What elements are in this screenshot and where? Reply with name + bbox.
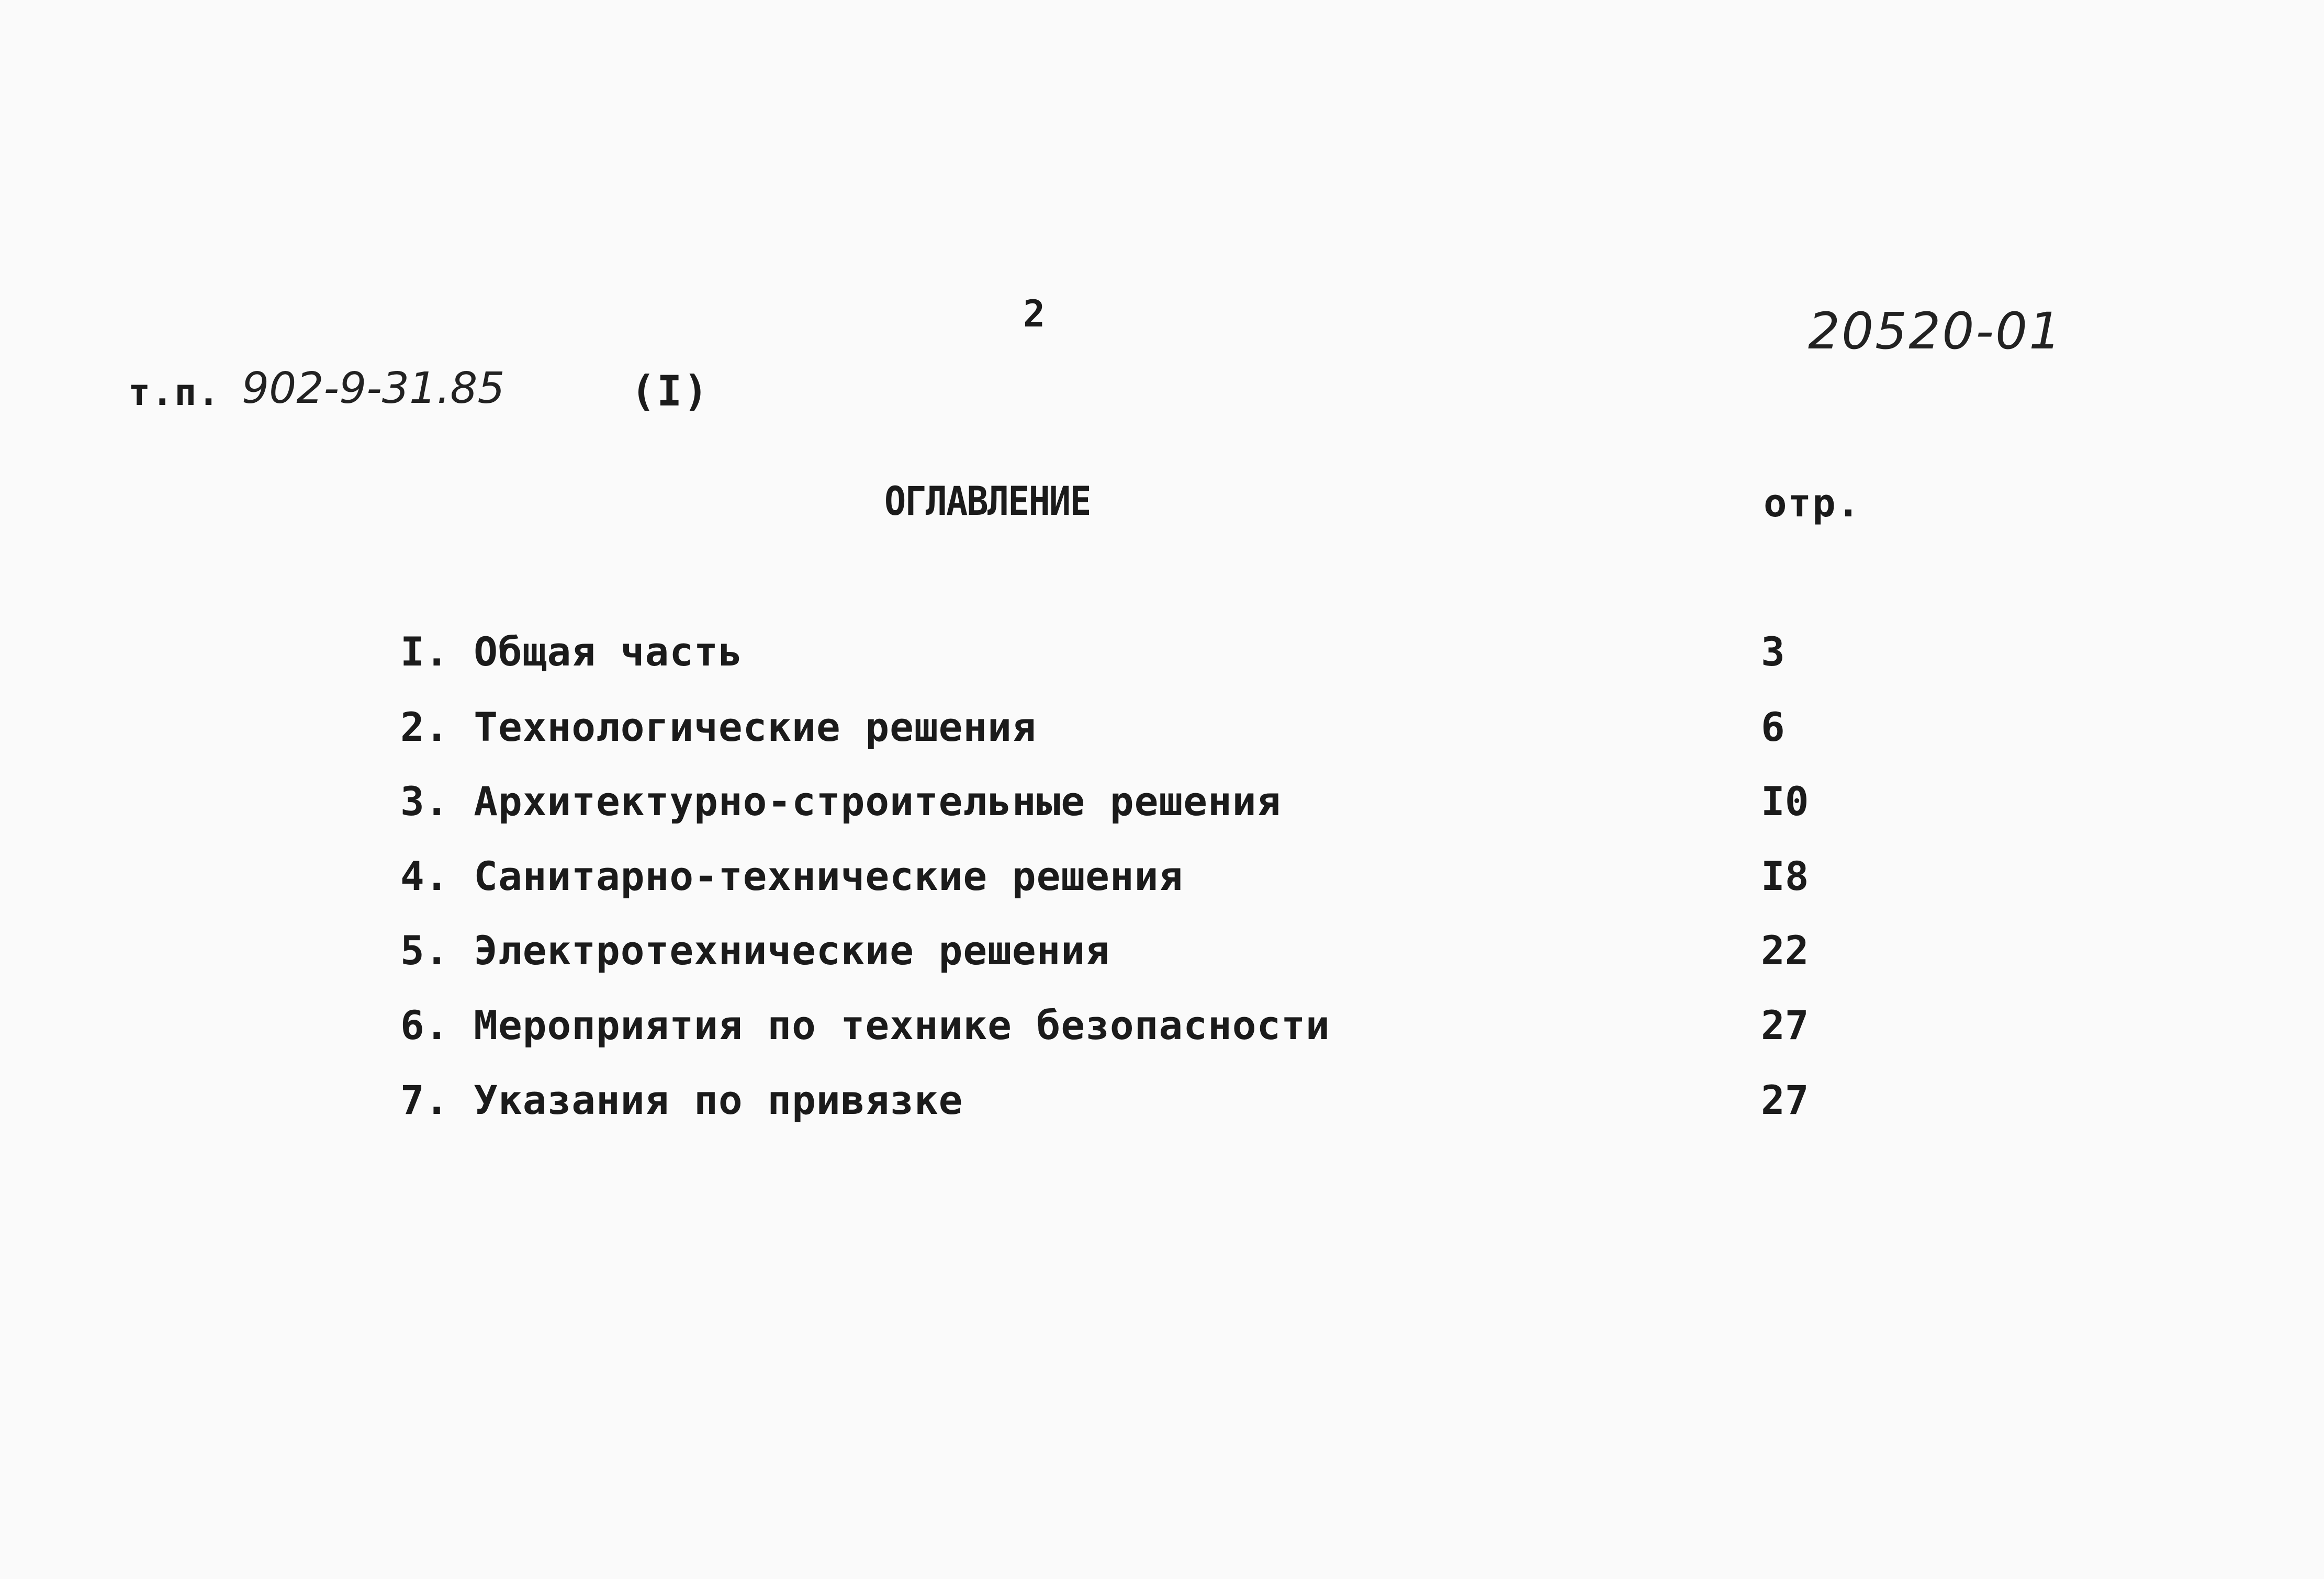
toc-item-label: 5. Электротехнические решения <box>400 927 1110 974</box>
toc-item-label: 6. Мероприятия по технике безопасности <box>400 1002 1330 1048</box>
toc-item-page: 3 <box>1761 628 1785 675</box>
toc-item-label: 3. Архитектурно-строительные решения <box>400 778 1282 825</box>
toc-item <box>0 704 2324 760</box>
document-code: 20520-01 <box>1808 302 2063 360</box>
project-number: 902-9-31.85 <box>242 364 505 413</box>
toc-item-label: 2. Технологические решения <box>400 704 1037 750</box>
project-prefix: т.п. <box>128 371 221 414</box>
page-number: 2 <box>1023 292 1047 335</box>
toc-item <box>0 778 2324 834</box>
toc-item <box>0 1002 2324 1058</box>
toc-item-label: 4. Санитарно-технические решения <box>400 853 1184 899</box>
toc-item-page: 6 <box>1761 704 1785 750</box>
toc-item <box>0 628 2324 684</box>
page-column-header: отр. <box>1764 481 1861 526</box>
toc-item-page: 27 <box>1761 1002 1809 1048</box>
part-number: (I) <box>631 367 710 415</box>
toc-item <box>0 1077 2324 1133</box>
toc-item-page: 22 <box>1761 927 1809 974</box>
toc-item <box>0 853 2324 909</box>
toc-item-page: I8 <box>1761 853 1809 899</box>
toc-item-label: 7. Указания по привязке <box>400 1077 963 1123</box>
toc-item-page: I0 <box>1761 778 1809 825</box>
toc-item-label: I. Общая часть <box>400 628 743 675</box>
toc-title: ОГЛАВЛЕНИЕ <box>884 478 1091 524</box>
toc-item <box>0 927 2324 983</box>
toc-item-page: 27 <box>1761 1077 1809 1123</box>
